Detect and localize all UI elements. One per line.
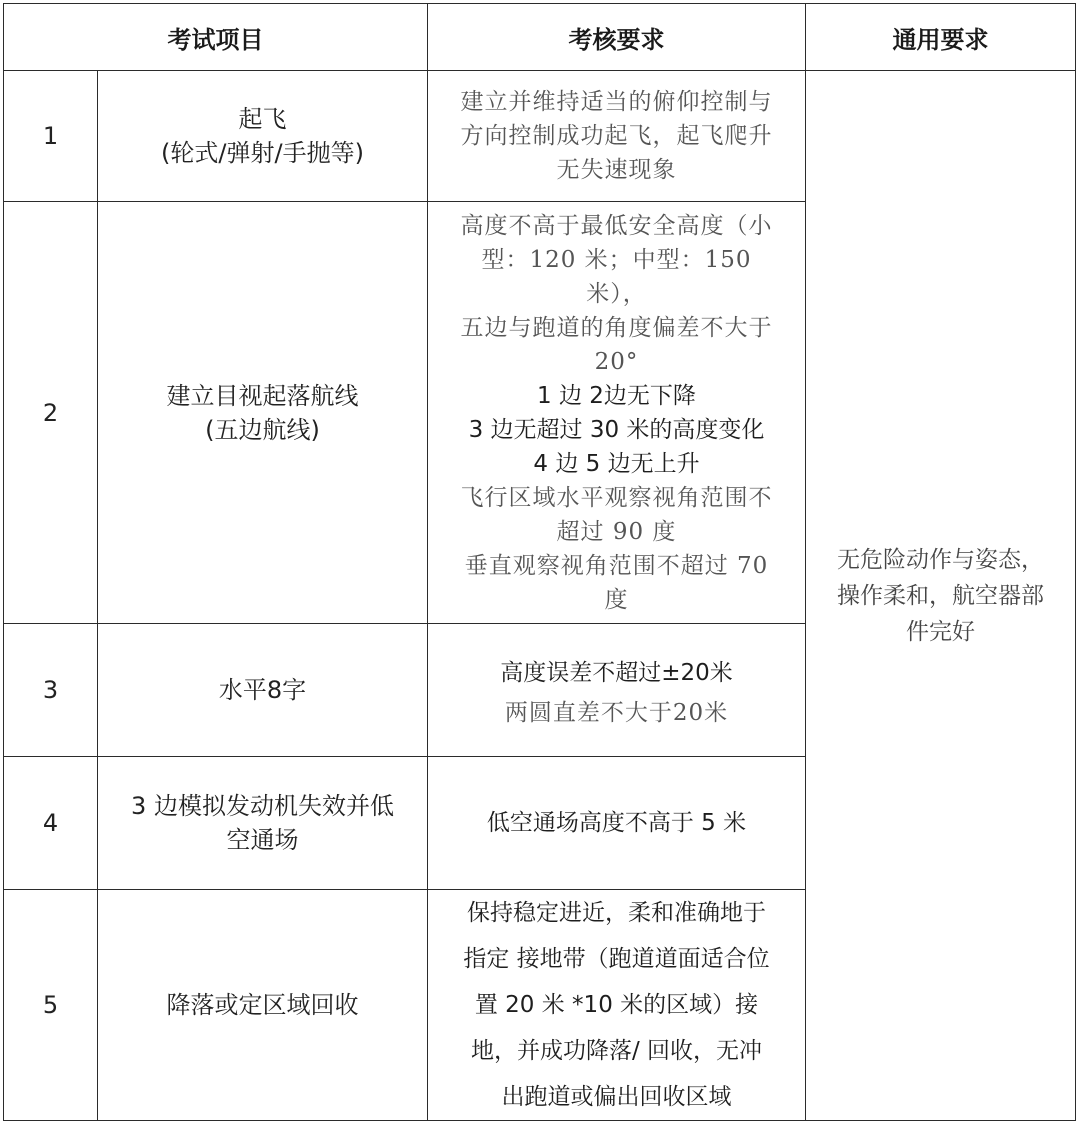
- requirement-line: 两圆直差不大于20米: [504, 700, 729, 726]
- general-requirement-line: 件完好: [906, 618, 975, 645]
- requirement-line: 建立并维持适当的俯仰控制与: [460, 89, 773, 115]
- assessment-requirement: [428, 890, 806, 1121]
- requirement-line: 方向控制成功起飞，起飞爬升: [460, 123, 773, 149]
- requirement-line: 型：120 米；中型：150: [481, 246, 752, 273]
- requirement-line: 高度不高于最低安全高度（小: [460, 212, 773, 239]
- requirement-line: 地，并成功降落/ 回收，无冲: [470, 1038, 763, 1064]
- general-requirement: [806, 71, 1076, 1121]
- header-general-requirement: 通用要求: [806, 4, 1076, 71]
- row-number: 4: [4, 757, 98, 890]
- row-number: 1: [4, 71, 98, 202]
- requirement-line: 保持稳定进近，柔和准确地于: [467, 900, 766, 926]
- requirement-line: 出跑道或偏出回收区域: [501, 1084, 732, 1110]
- exam-item: [98, 202, 428, 624]
- row-number: 2: [4, 202, 98, 624]
- exam-requirements-table: [3, 3, 1076, 1121]
- exam-item: [98, 71, 428, 202]
- requirement-line: 指定 接地带（跑道道面适合位: [463, 946, 770, 972]
- exam-item-line: 空通场: [226, 826, 299, 854]
- requirement-line: 1 边 2边无下降: [537, 382, 696, 409]
- requirement-line: 五边与跑道的角度偏差不大于: [460, 314, 773, 341]
- exam-item-line: 降落或定区域回收: [166, 991, 359, 1019]
- exam-item-line: 起飞: [238, 105, 287, 133]
- requirement-line: 垂直观察视角范围不超过 70: [464, 552, 769, 579]
- table-row: [4, 71, 1076, 202]
- header-exam-item: 考试项目: [4, 4, 428, 71]
- header-assessment-requirement: 考核要求: [428, 4, 806, 71]
- requirement-line: 超过 90 度: [556, 518, 677, 545]
- exam-item-line: (五边航线): [205, 415, 320, 444]
- requirement-line: 度: [604, 586, 629, 613]
- assessment-requirement: [428, 757, 806, 890]
- table-header-row: [4, 4, 1076, 71]
- exam-item: [98, 757, 428, 890]
- exam-item: [98, 624, 428, 757]
- requirement-line: 置 20 米 *10 米的区域）接: [474, 992, 759, 1018]
- exam-item-line: 水平8字: [218, 676, 307, 704]
- exam-item-line: 3 边模拟发动机失效并低: [131, 792, 394, 820]
- exam-item-line: (轮式/弹射/手抛等): [161, 139, 364, 167]
- assessment-requirement: [428, 624, 806, 757]
- requirement-line: 3 边无超过 30 米的高度变化: [468, 416, 765, 443]
- requirement-line: 4 边 5 边无上升: [533, 450, 700, 477]
- general-requirement-line: 无危险动作与姿态，: [837, 546, 1044, 573]
- requirement-line: 20°: [594, 348, 639, 375]
- assessment-requirement: [428, 71, 806, 202]
- requirement-line: 低空通场高度不高于 5 米: [486, 810, 747, 836]
- general-requirement-line: 操作柔和，航空器部: [837, 582, 1044, 609]
- row-number: 3: [4, 624, 98, 757]
- assessment-requirement: [428, 202, 806, 624]
- exam-item-line: 建立目视起落航线: [166, 381, 359, 410]
- requirement-line: 飞行区域水平观察视角范围不: [460, 484, 773, 511]
- requirement-line: 米），: [586, 280, 647, 307]
- requirement-line: 高度误差不超过±20米: [500, 660, 733, 686]
- requirement-line: 无失速现象: [556, 157, 677, 183]
- row-number: 5: [4, 890, 98, 1121]
- exam-item: [98, 890, 428, 1121]
